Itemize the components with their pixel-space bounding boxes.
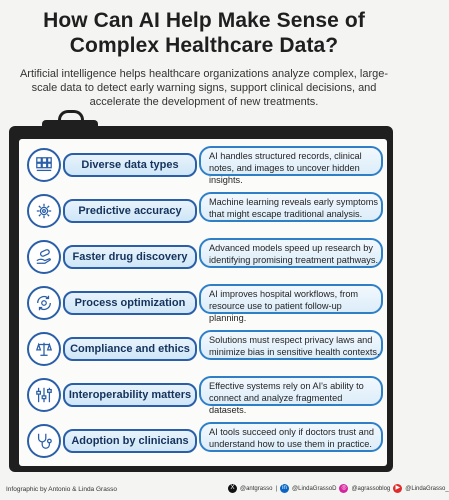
instagram-icon: ◎ (341, 485, 347, 491)
item-description: Advanced models speed up research by identifying promising treatment pathways. (199, 238, 383, 268)
item-description: AI handles structured records, clinical notes, and images to uncover hidden insights. (199, 146, 383, 176)
youtube-icon: ▶ (393, 484, 402, 493)
list-item (0, 373, 408, 413)
title-line-1: How Can AI Help Make Sense of (43, 9, 365, 32)
item-description: Machine learning reveals early symptoms that might escape traditional analysis. (199, 192, 383, 222)
list-item (0, 281, 408, 321)
brain-gear-icon (27, 194, 61, 228)
social-handle[interactable]: @LindaGrasso_ (405, 485, 449, 492)
data-grid-icon (27, 148, 61, 182)
stethoscope-icon (27, 424, 61, 458)
list-item (0, 327, 408, 367)
footer-credit: Infographic by Antonio & Linda Grasso (6, 486, 117, 493)
page-title (0, 8, 408, 58)
clipboard-clip (42, 120, 98, 132)
title-line-2: Complex Healthcare Data? (69, 34, 339, 57)
intro-text: Artificial intelligence helps healthcare organizations analyze complex, large-scale data to detect early warning signs, support clinical decisions, and accelerate the development of new treatments. (19, 68, 389, 108)
social-handle[interactable]: @LindaGrassoD (292, 485, 337, 492)
item-label: Predictive accuracy (63, 199, 197, 223)
item-label: Faster drug discovery (63, 245, 197, 269)
item-label: Process optimization (63, 291, 197, 315)
gear-cycle-icon (27, 286, 61, 320)
list-item (0, 235, 408, 275)
item-description: Solutions must respect privacy laws and minimize bias in sensitive health contexts. (199, 330, 383, 360)
scales-icon (27, 332, 61, 366)
item-description: AI tools succeed only if doctors trust and understand how to use them in practice. (199, 422, 383, 452)
sliders-icon (27, 378, 61, 412)
social-handle[interactable]: @antgrasso (240, 485, 273, 492)
item-label: Compliance and ethics (63, 337, 197, 361)
pill-hand-icon (27, 240, 61, 274)
item-description: Effective systems rely on AI's ability to connect and analyze fragmented datasets. (199, 376, 383, 406)
item-label: Diverse data types (63, 153, 197, 177)
item-label: Adoption by clinicians (63, 429, 197, 453)
linkedin-icon: in (280, 484, 289, 493)
list-item (0, 189, 408, 229)
footer-social: X @antgrasso | in @LindaGrassoD ◎ @agrassoblog ▶ @LindaGrasso_ (228, 484, 449, 493)
list-item (0, 419, 408, 459)
list-item (0, 143, 408, 183)
item-label: Interoperability matters (63, 383, 197, 407)
social-handle[interactable]: @agrassoblog (351, 485, 391, 492)
item-description: AI improves hospital workflows, from resource use to patient follow-up planning. (199, 284, 383, 314)
x-icon: X (228, 484, 237, 493)
